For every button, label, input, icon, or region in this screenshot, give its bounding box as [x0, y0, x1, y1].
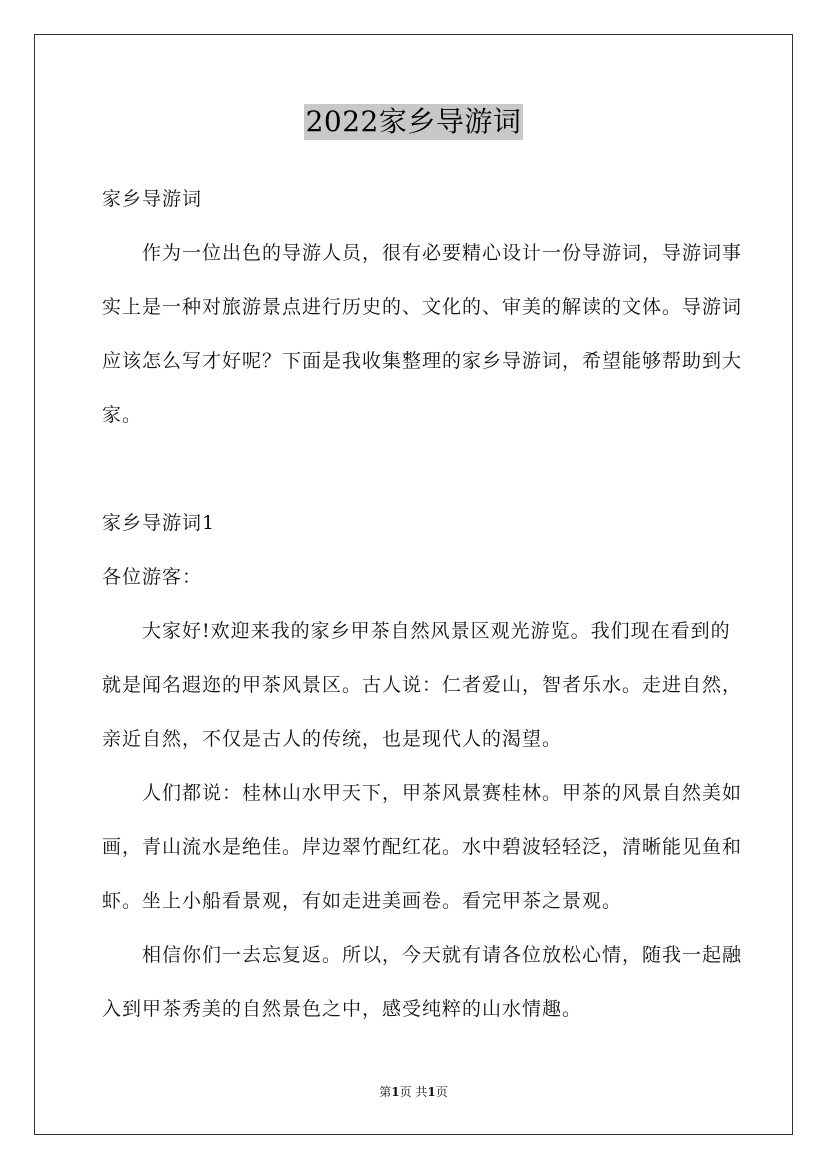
greeting-line: 各位游客：	[102, 566, 203, 588]
body-paragraph: 相信你们一去忘复返。所以，今天就有请各位放松心情，随我一起融入到甲茶秀美的自然景色之中，感受纯粹的山水情趣。	[102, 944, 743, 1020]
document-title: 2022家乡导游词	[305, 105, 522, 138]
page-current-number: 1	[391, 1085, 400, 1099]
document-body	[102, 172, 742, 1036]
title-container	[0, 104, 827, 140]
body-paragraph: 大家好!欢迎来我的家乡甲茶自然风景区观光游览。我们现在看到的就是闻名遐迩的甲茶风景区。古人说：仁者爱山，智者乐水。走进自然，亲近自然，不仅是古人的传统，也是现代人的渴望。	[102, 620, 743, 750]
page-label-suffix: 页	[435, 1085, 448, 1099]
page-footer	[0, 1084, 827, 1100]
section-heading-1: 家乡导游词1	[102, 512, 216, 534]
page-label-mid: 页 共	[399, 1085, 428, 1099]
section-heading: 家乡导游词	[102, 188, 203, 210]
blank-line	[102, 442, 742, 496]
body-paragraph: 人们都说：桂林山水甲天下，甲茶风景赛桂林。甲茶的风景自然美如画，青山流水是绝佳。岸边翠竹配红花。水中碧波轻轻泛，清晰能见鱼和虾。坐上小船看景观，有如走进美画卷。看完甲茶之景观。	[102, 782, 743, 912]
page-total-number: 1	[427, 1085, 436, 1099]
intro-paragraph: 作为一位出色的导游人员，很有必要精心设计一份导游词，导游词事实上是一种对旅游景点进行历史的、文化的、审美的解读的文体。导游词应该怎么写才好呢？下面是我收集整理的家乡导游词，希望能够帮助到大家。	[102, 242, 743, 426]
page-label-prefix: 第	[379, 1085, 392, 1099]
